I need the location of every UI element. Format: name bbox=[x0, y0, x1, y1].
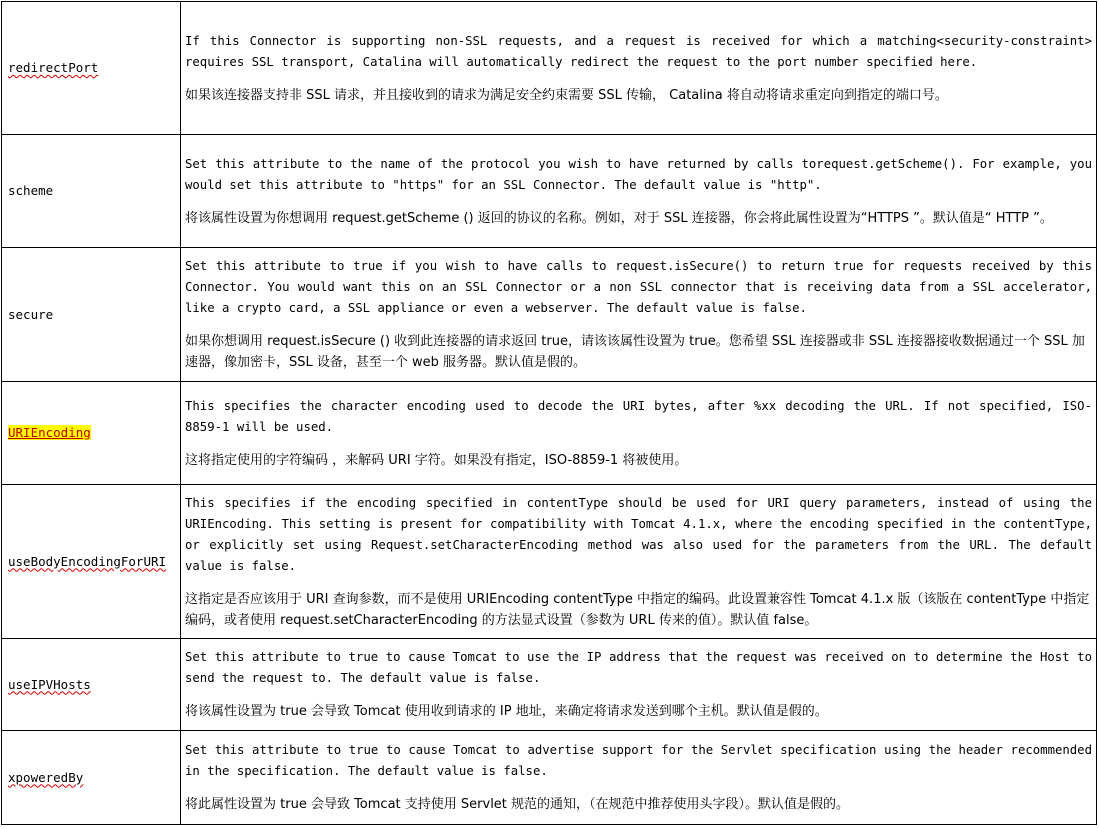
attribute-description bbox=[181, 485, 1097, 639]
description-english: Set this attribute to true to cause Tomcat to use the IP address that the request was received on to determine the Host to send the request to. The default value is false. bbox=[185, 650, 1092, 685]
table-row bbox=[2, 731, 1097, 825]
attribute-description bbox=[181, 135, 1097, 248]
attribute-description bbox=[181, 731, 1097, 825]
table-row bbox=[2, 135, 1097, 248]
attribute-name: redirectPort bbox=[2, 2, 181, 135]
attribute-name: scheme bbox=[2, 135, 181, 248]
description-english: Set this attribute to true if you wish to have calls to request.isSecure() to return true for requests received by this Connector. You would want this on an SSL Connector or a non SSL connector that is receiving data from a SSL accelerator, like a crypto card, a SSL appliance or even a webserver. The default value is false. bbox=[185, 259, 1092, 315]
description-chinese: 将该属性设置为 true 会导致 Tomcat 使用收到请求的 IP 地址，来确定将请求发送到哪个主机。默认值是假的。 bbox=[185, 704, 828, 719]
attribute-name bbox=[2, 382, 181, 485]
attribute-description bbox=[181, 2, 1097, 135]
table-row bbox=[2, 382, 1097, 485]
description-english: This specifies the character encoding used to decode the URI bytes, after %xx decoding the URL. If not specified, ISO-8859-1 will be used. bbox=[185, 398, 1092, 434]
description-chinese: 如果该连接器支持非 SSL 请求，并且接收到的请求为满足安全约束需要 SSL 传输， Catalina 将自动将请求重定向到指定的端口号。 bbox=[185, 87, 948, 103]
table-row bbox=[2, 2, 1097, 135]
table-row bbox=[2, 639, 1097, 731]
description-chinese: 将该属性设置为你想调用 request.getScheme () 返回的协议的名称。例如，对于 SSL 连接器，你会将此属性设置为“HTTPS ”。默认值是“ HTTP ”。 bbox=[185, 210, 1053, 226]
attribute-name: useBodyEncodingForURI bbox=[2, 485, 181, 639]
description-chinese: 这指定是否应该用于 URI 查询参数，而不是使用 URIEncoding contentType 中指定的编码。此设置兼容性 Tomcat 4.1.x 版（该版在 contentType 中指定编码，或者使用 request.setCharacterEncoding 的方法显式设置（参数为 URL 传来的值）。默认值 false。 bbox=[185, 591, 1090, 628]
attribute-description bbox=[181, 248, 1097, 382]
description-english: Set this attribute to the name of the protocol you wish to have returned by calls torequest.getScheme(). For example, you would set this attribute to "https" for an SSL Connector. The default value is "http". bbox=[185, 156, 1092, 192]
description-english: If this Connector is supporting non-SSL requests, and a request is received for which a matching<security-constraint> requires SSL transport, Catalina will automatically redirect the request to the port number specified here. bbox=[185, 33, 1092, 69]
attribute-description bbox=[181, 382, 1097, 485]
attribute-name: xpoweredBy bbox=[2, 731, 181, 825]
attribute-description bbox=[181, 639, 1097, 731]
description-chinese: 将此属性设置为 true 会导致 Tomcat 支持使用 Servlet 规范的通知，（在规范中推荐使用头字段）。默认值是假的。 bbox=[185, 797, 850, 812]
description-chinese: 如果你想调用 request.isSecure () 收到此连接器的请求返回 true，请该该属性设置为 true。您希望 SSL 连接器或非 SSL 连接器接收数据通过一个 SSL 加速器，像加密卡，SSL 设备，甚至一个 web 服务器。默认值是假的。 bbox=[185, 334, 1085, 370]
description-chinese: 这将指定使用的字符编码 ，来解码 URI 字符。如果没有指定，ISO-8859-1 将被使用。 bbox=[185, 452, 688, 468]
table-row bbox=[2, 248, 1097, 382]
attribute-name: useIPVHosts bbox=[2, 639, 181, 731]
attribute-table bbox=[1, 1, 1097, 825]
description-english: Set this attribute to true to cause Tomcat to advertise support for the Servlet specification using the header recommended in the specification. The default value is false. bbox=[185, 743, 1092, 778]
description-english: This specifies if the encoding specified in contentType should be used for URI query parameters, instead of using the URIEncoding. This setting is present for compatibility with Tomcat 4.1.x, where the encoding specified in the contentType, or explicitly set using Request.setCharacterEncoding method was also used for the parameters from the URL. The default value is false. bbox=[185, 495, 1092, 573]
highlighted-attribute-name: URIEncoding bbox=[8, 425, 91, 440]
table-row bbox=[2, 485, 1097, 639]
attribute-name: secure bbox=[2, 248, 181, 382]
